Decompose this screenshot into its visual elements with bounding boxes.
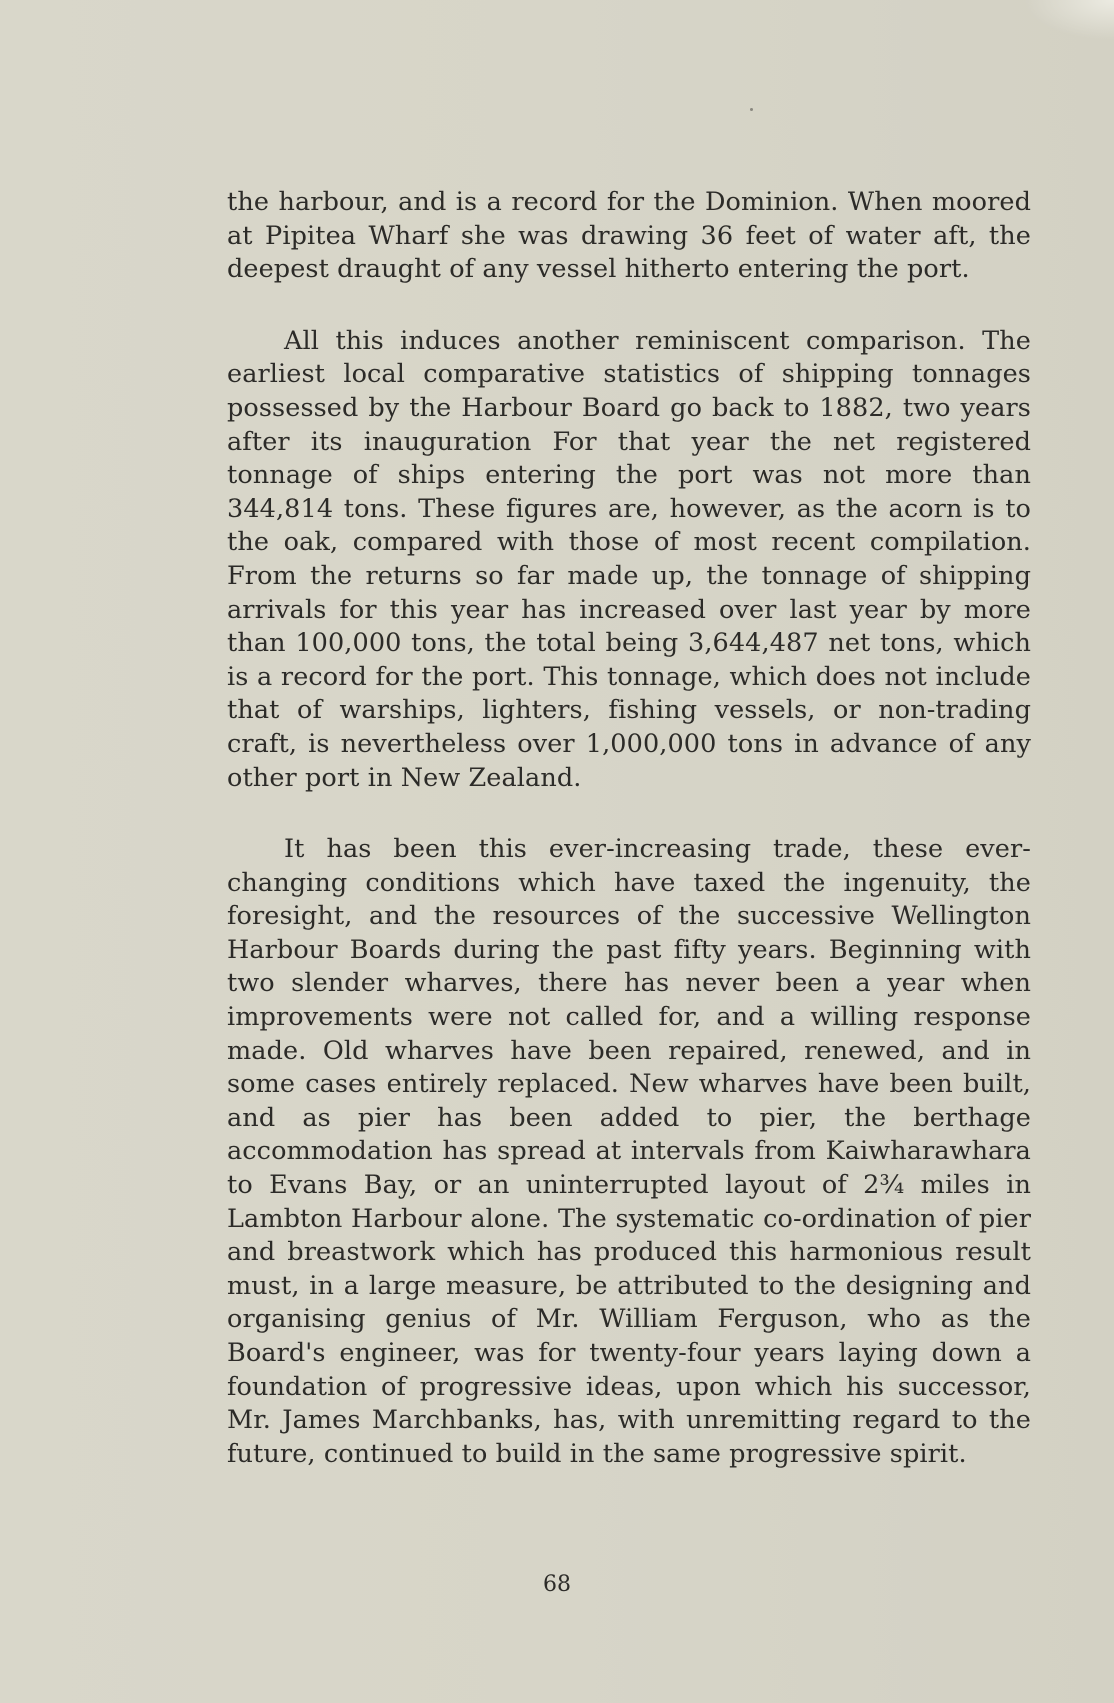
body-text [227,186,1031,1471]
paragraph-tonnage-comparison: All this induces another reminiscent comparison. The earliest local comparative statistics of shipping tonnages possessed by the Harbour Board go back to 1882, two years after its inauguration For that year the net registered tonnage of ships entering the port was not more than 344,814 tons. These figures are, however, as the acorn is to the oak, compared with those of most recent compilation. From the returns so far made up, the tonnage of shipping arrivals for this year has increased over last year by more than 100,000 tons, the total being 3,644,487 net tons, which is a record for the port. This tonnage, which does not include that of warships, lighters, fishing vessels, or non-trading craft, is nevertheless over 1,000,000 tons in advance of any other port in New Zealand. [227,325,1031,793]
paper-stain [1024,0,1114,40]
paper-speck [750,108,753,111]
paragraph-continuation: the harbour, and is a record for the Dominion. When moored at Pipitea Wharf she was drawing 36 feet of water aft, the deepest draught of any vessel hitherto entering the port. [227,187,1031,285]
paragraph-harbour-boards: It has been this ever-increasing trade, these ever-changing conditions which have taxed the ingenuity, the foresight, and the resources of the successive Wellington Harbour Boards during the past fifty years. Beginning with two slender wharves, there has never been a year when improvements were not called for, and a willing response made. Old wharves have been repaired, renewed, and in some cases entirely replaced. New wharves have been built, and as pier has been added to pier, the berthage accommodation has spread at intervals from Kaiwharawhara to Evans Bay, or an uninterrupted layout of 2¾ miles in Lambton Harbour alone. The systematic co-ordination of pier and breastwork which has produced this harmonious result must, in a large measure, be attributed to the designing and organising genius of Mr. William Ferguson, who as the Board's engineer, was for twenty-four years laying down a foundation of progressive ideas, upon which his successor, Mr. James Marchbanks, has, with unremitting regard to the future, continued to build in the same progressive spirit. [227,834,1031,1469]
page-number: 68 [543,1572,571,1597]
